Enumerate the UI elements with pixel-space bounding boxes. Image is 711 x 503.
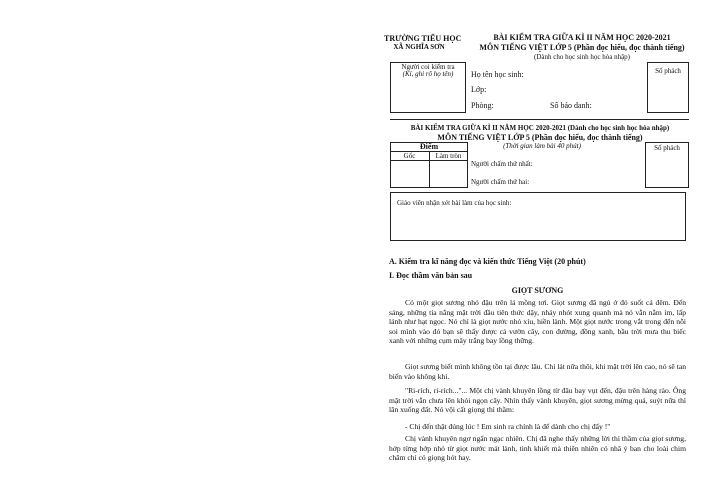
title-line2: MÔN TIẾNG VIỆT LỚP 5 (Phần đọc hiểu, đọc thành tiếng) bbox=[479, 43, 685, 52]
story-paragraph-1: Có một giọt sương nhỏ đậu trên lá mồng tơi. Giọt sương đã ngủ ở đó suốt cả đêm. Đến sáng, những tia nắng mặt trời đầu tiên thức dậy, nhảy nhót xung quanh mà nó vẫn nằm im, lấp lánh như hạt ngọc. Nó chỉ là giọt nước nhỏ xíu, hiền lành. Một giọt nước trong vắt trong đến nỗi soi mình vào đó bạn sẽ thấy được cả vườn cây, con đường, đồng xanh, bầu trời mưa thu biếc xanh với những cụm mây trắng bay lồng thững. bbox=[389, 298, 686, 346]
story-paragraph-3: "Ri-rích, ri-rích..."... Một chị vành khuyên lồng từ đâu bay vụt đến, đậu trên hàng rào. Ông mặt trời vẫn chưa lên khỏi ngọn cây. Nhìn thấy vành khuyên, giọt sương mừng quá, suýt nữa thì lăn xuống đất. Nó vội cất giọng thì thầm: bbox=[389, 386, 686, 415]
teacher-comment-label: Giáo viên nhận xét bài làm của học sinh: bbox=[397, 199, 512, 207]
story-paragraph-5: Chị vành khuyên ngơ ngẩn ngạc nhiên. Chị đã nghe thấy những lời thì thầm của giọt sương, hớp từng hớp nhỏ từ giọt nước mát lành, tinh khiết mà thiên nhiên có nhã ý ban cho loài chim chăm chỉ có giọng hót hay. bbox=[389, 434, 686, 463]
score-col-rounded: Làm tròn bbox=[435, 152, 462, 160]
school-line2: XÃ NGHĨA SƠN bbox=[393, 43, 445, 51]
school-line1: TRƯỜNG TIỂU HỌC bbox=[384, 34, 462, 43]
grader1-label: Người chấm thứ nhất: bbox=[471, 160, 533, 168]
title-line3: (Dành cho học sinh học hòa nhập) bbox=[533, 53, 631, 61]
invigilator-hint: (Kí, ghi rõ họ tên) bbox=[402, 70, 454, 78]
student-name-label: Họ tên học sinh: bbox=[471, 70, 524, 79]
second-title-line2: MÔN TIẾNG VIỆT LỚP 5 (Phần đọc hiểu, đọc thành tiếng) bbox=[437, 133, 643, 142]
section-a-heading: A. Kiểm tra kĩ năng đọc và kiến thức Tiếng Việt (20 phút) bbox=[389, 257, 586, 266]
story-paragraph-2: Giọt sương biết mình không tồn tại được lâu. Chỉ lát nữa thôi, khi mặt trời lên cao, nó sẽ tan biến vào không khí. bbox=[389, 362, 686, 381]
score-col-original: Gốc bbox=[403, 152, 416, 160]
invigilator-label: Người coi kiểm tra bbox=[401, 63, 455, 71]
divider-line bbox=[390, 119, 689, 120]
room-label: Phòng: bbox=[471, 101, 494, 110]
score-header: Điểm bbox=[419, 142, 439, 151]
sbd-label: Số báo danh: bbox=[550, 101, 592, 110]
story-paragraph-4: - Chị đến thật đúng lúc ! Em sinh ra chính là để dành cho chị đấy !" bbox=[405, 422, 611, 431]
code-label-top: Số phách bbox=[655, 67, 681, 75]
story-title: GIỌT SƯƠNG bbox=[511, 286, 564, 295]
second-title-line1: BÀI KIỂM TRA GIỮA KÌ II NĂM HỌC 2020-2021 (Dành cho học sinh học hòa nhập) bbox=[410, 124, 670, 132]
code-label-second: Số phách bbox=[654, 144, 680, 152]
grader2-label: Người chấm thứ hai: bbox=[471, 178, 530, 186]
class-label: Lớp: bbox=[471, 85, 487, 94]
section-i-heading: I. Đọc thầm văn bản sau bbox=[389, 271, 473, 280]
second-title-line3: (Thời gian làm bài 40 phút) bbox=[503, 142, 581, 150]
title-line1: BÀI KIỂM TRA GIỮA KÌ II NĂM HỌC 2020-2021 bbox=[493, 33, 671, 42]
